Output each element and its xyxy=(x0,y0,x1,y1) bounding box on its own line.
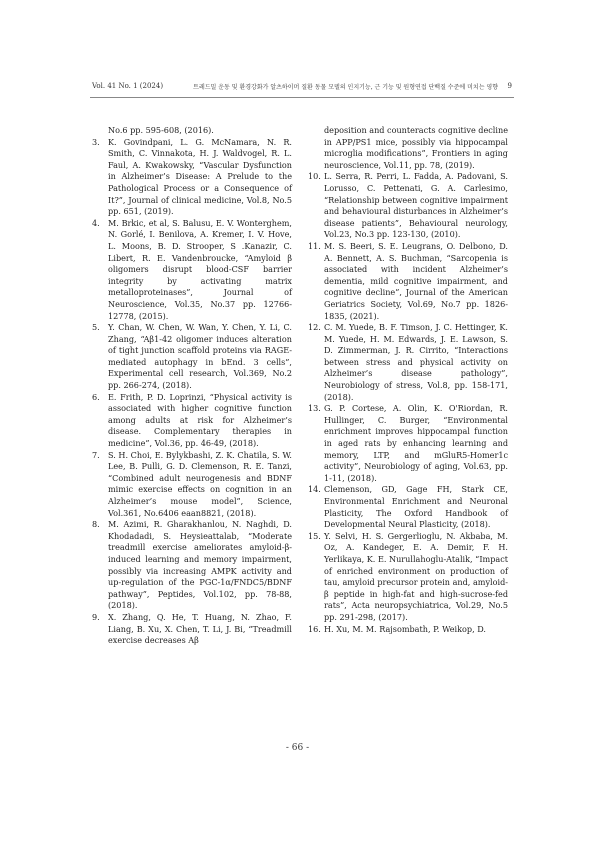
reference-text: H. Xu, M. M. Rajsombath, P. Weikop, D. xyxy=(324,623,486,634)
reference-number: 15. xyxy=(308,530,321,541)
reference-text: deposition and counteracts cognitive decline in APP/PS1 mice, possibly via hippocampal microglia modifications”, Frontiers in aging neuroscience, Vol.11, pp. 78, (2019). xyxy=(324,125,508,170)
reference-text: X. Zhang, Q. He, T. Huang, N. Zhao, F. Liang, B. Xu, X. Chen, T. Li, J. Bi, “Treadmill exercise decreases Aβ xyxy=(108,611,292,646)
reference-number: 9. xyxy=(92,611,100,622)
running-title: 트레드밀 운동 및 환경강화가 알츠하이머 질환 동물 모델의 인지기능, 근 기능 및 원형연접 단백질 수준에 미치는 영향 xyxy=(193,84,498,91)
reference-entry xyxy=(308,484,508,530)
running-header xyxy=(92,82,512,96)
reference-number: 12. xyxy=(308,322,321,333)
reference-number: 13. xyxy=(308,403,321,414)
reference-entry xyxy=(308,241,508,322)
reference-text: M. Brkic, et al, S. Balusu, E. V. Wonterghem, N. Gorlé, I. Benilova, A. Kremer, I. V. Hove, L. Moons, B. D. Strooper, S .Kanazir, C. Libert, R. E. Vandenbroucke, “Amyloid β oligomers disrupt blood-CSF barrier integrity by activating matrix metalloproteinases”, Journal of Neuroscience, Vol.35, No.37 pp. 12766-12778, (2015). xyxy=(108,217,292,321)
reference-number: 4. xyxy=(92,217,100,228)
reference-text: E. Frith, P. D. Loprinzi, “Physical activity is associated with higher cognitive function among adults at risk for Alzheimer’s disease. Complementary therapies in medicine”, Vol.36, pp. 46-49, (2018). xyxy=(108,391,292,449)
reference-text: Y. Chan, W. Chen, W. Wan, Y. Chen, Y. Li, C. Zhang, “Aβ1-42 oligomer induces alteration of tight junction scaffold proteins via RAGE-mediated autophagy in bEnd. 3 cells”, Experimental cell research, Vol.369, No.2 pp. 266-274, (2018). xyxy=(108,322,292,391)
reference-number: 3. xyxy=(92,136,100,147)
reference-text: M. Azimi, R. Gharakhanlou, N. Naghdi, D. Khodadadi, S. Heysieattalab, “Moderate treadmill exercise ameliorates amyloid-β-induced learning and memory impairment, possibly via increasing AMPK activity and up-regulation of the PGC-1α/FNDC5/BDNF pathway”, Peptides, Vol.102, pp. 78-88, (2018). xyxy=(108,519,292,611)
reference-number: 11. xyxy=(308,240,321,251)
reference-entry xyxy=(308,531,508,624)
reference-entry xyxy=(308,624,508,636)
page-footer: - 66 - xyxy=(285,743,310,753)
reference-text: No.6 pp. 595-608, (2016). xyxy=(108,125,214,135)
reference-entry xyxy=(92,218,292,322)
reference-number: 7. xyxy=(92,449,100,460)
volume-info: Vol. 41 No. 1 (2024) xyxy=(92,82,164,90)
reference-number: 16. xyxy=(308,623,321,634)
reference-number: 5. xyxy=(92,322,100,333)
reference-entry xyxy=(92,392,292,450)
reference-entry xyxy=(92,612,292,647)
reference-text: C. M. Yuede, B. F. Timson, J. C. Hettinger, K. M. Yuede, H. M. Edwards, J. E. Lawson, S. D. Zimmerman, J. R. Cirrito, “Interactions between stress and physical activity on Alzheimer’s disease pathology”, Neurobiology of stress, Vol.8, pp. 158-171, (2018). xyxy=(324,322,508,402)
header-rule xyxy=(90,97,514,98)
reference-entry xyxy=(92,519,292,612)
reference-text: L. Serra, R. Perri, L. Fadda, A. Padovani, S. Lorusso, C. Pettenati, G. A. Carlesimo, “Relationship between cognitive impairment and behavioural disturbances in Alzheimer’s disease patients”, Behavioural neurology, Vol.23, No.3 pp. 123-130, (2010). xyxy=(324,171,508,240)
reference-entry xyxy=(308,322,508,403)
reference-text: K. Govindpani, L. G. McNamara, N. R. Smith, C. Vinnakota, H. J. Waldvogel, R. L. Faul, A. Kwakowsky, “Vascular Dysfunction in Alzheimer’s Disease: A Prelude to the Pathological Process or a Consequence of It?”, Journal of clinical medicine, Vol.8, No.5 pp. 651, (2019). xyxy=(108,136,292,217)
reference-entry xyxy=(92,322,292,392)
reference-entry xyxy=(308,125,508,171)
references-right-column xyxy=(308,125,508,635)
reference-entry xyxy=(92,137,292,218)
reference-number: 6. xyxy=(92,391,100,402)
references-left-column xyxy=(92,125,292,647)
reference-text: S. H. Choi, E. Bylykbashi, Z. K. Chatila, S. W. Lee, B. Pulli, G. D. Clemenson, R. E. Tanzi, “Combined adult neurogenesis and BDNF mimic exercise effects on cognition in an Alzheimer’s mouse model”, Science, Vol.361, No.6406 eaan8821, (2018). xyxy=(108,449,292,518)
reference-text: Y. Selvi, H. S. Gergerlioglu, N. Akbaba, M. Oz, A. Kandeger, E. A. Demir, F. H. Yerlikaya, K. E. Nurullahoglu-Atalik, “Impact of enriched environment on production of tau, amyloid precursor protein and, amyloid-β peptide in high-fat and high-sucrose-fed rats”, Acta neuropsychiatrica, Vol.29, No.5 pp. 291-298, (2017). xyxy=(324,530,508,622)
reference-entry xyxy=(308,403,508,484)
reference-text: M. S. Beeri, S. E. Leugrans, O. Delbono, D. A. Bennett, A. S. Buchman, “Sarcopenia is associated with incident Alzheimer’s dementia, mild cognitive impairment, and cognitive decline”, Journal of the American Geriatrics Society, Vol.69, No.7 pp. 1826-1835, (2021). xyxy=(324,240,508,321)
reference-text: G. P. Cortese, A. Olin, K. O'Riordan, R. Hullinger, C. Burger, “Environmental enrichment improves hippocampal function in aged rats by enhancing learning and memory, LTP, and mGluR5-Homer1c activity”, Neurobiology of aging, Vol.63, pp. 1-11, (2018). xyxy=(324,403,508,483)
reference-number: 10. xyxy=(308,171,321,182)
reference-entry xyxy=(92,450,292,520)
reference-number: 8. xyxy=(92,519,100,530)
reference-entry xyxy=(92,125,292,137)
reference-text: Clemenson, GD, Gage FH, Stark CE, Environmental Enrichment and Neuronal Plasticity, The Oxford Handbook of Developmental Neural Plasticity, (2018). xyxy=(324,484,508,530)
reference-number: 14. xyxy=(308,484,321,495)
reference-entry xyxy=(308,171,508,241)
header-page-number: 9 xyxy=(507,82,512,90)
